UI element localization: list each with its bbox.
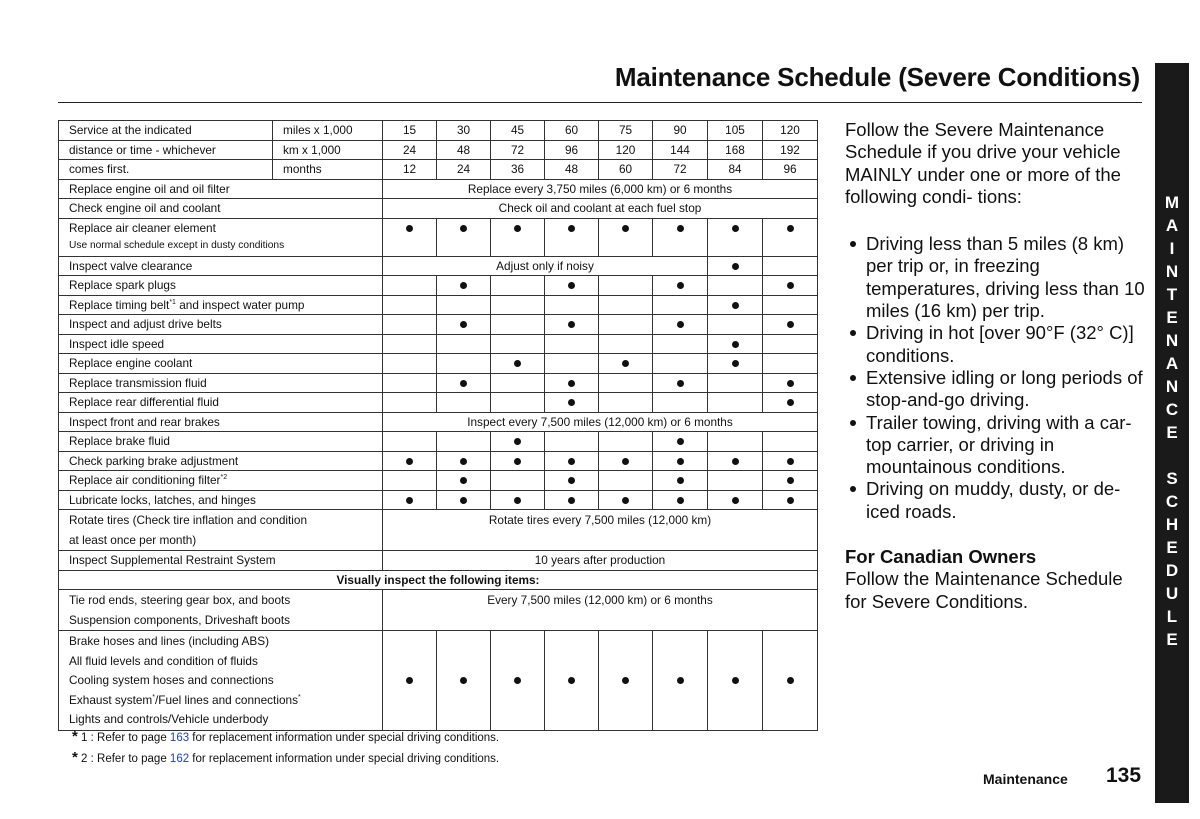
interval-note: Check oil and coolant at each fuel stop (383, 199, 818, 219)
service-dot (568, 477, 575, 484)
service-dot (460, 225, 467, 232)
interval-value: 75 (599, 121, 653, 141)
interval-cell (708, 276, 763, 296)
interval-cell (545, 276, 599, 296)
interval-cell (653, 295, 708, 315)
interval-cell (545, 237, 599, 256)
header-row (59, 121, 818, 141)
interval-cell (491, 631, 545, 731)
service-item: Inspect front and rear brakes (59, 412, 383, 432)
schedule-row (59, 393, 818, 413)
interval-cell (545, 373, 599, 393)
section-heading-row (59, 570, 818, 590)
interval-cell (437, 276, 491, 296)
interval-value: 72 (491, 140, 545, 160)
interval-cell (491, 354, 545, 374)
interval-cell (545, 432, 599, 452)
interval-cell (437, 237, 491, 256)
interval-cell (383, 451, 437, 471)
service-dot (460, 321, 467, 328)
service-dot (787, 477, 794, 484)
interval-cell (708, 373, 763, 393)
interval-cell (653, 631, 708, 731)
unit-label: km x 1,000 (273, 140, 383, 160)
unit-label: miles x 1,000 (273, 121, 383, 141)
interval-cell (763, 432, 818, 452)
service-item: Inspect valve clearance (59, 256, 383, 276)
interval-cell (599, 315, 653, 335)
interval-cell (491, 218, 545, 237)
service-item: Check engine oil and coolant (59, 199, 383, 219)
interval-cell (383, 354, 437, 374)
schedule-row (59, 334, 818, 354)
service-dot (406, 677, 413, 684)
interval-cell (763, 237, 818, 256)
interval-cell (491, 432, 545, 452)
service-dot (622, 360, 629, 367)
interval-cell (653, 471, 708, 491)
interval-value: 105 (708, 121, 763, 141)
service-dot (677, 677, 684, 684)
service-dot (677, 497, 684, 504)
interval-cell (491, 451, 545, 471)
interval-cell (763, 393, 818, 413)
service-item: Replace engine coolant (59, 354, 383, 374)
service-item: Tie rod ends, steering gear box, and boots Suspension components, Driveshaft boots (59, 590, 383, 631)
interval-cell (383, 490, 437, 510)
schedule-row (59, 412, 818, 432)
interval-value: 60 (599, 160, 653, 180)
interval-cell (708, 471, 763, 491)
schedule-row (59, 237, 818, 256)
interval-cell (437, 373, 491, 393)
service-header: distance or time - whichever (59, 140, 273, 160)
service-dot (568, 677, 575, 684)
interval-cell (763, 256, 818, 276)
service-dot (460, 497, 467, 504)
interval-value: 36 (491, 160, 545, 180)
interval-cell (708, 237, 763, 256)
service-dot (622, 497, 629, 504)
interval-cell (653, 237, 708, 256)
service-item: Brake hoses and lines (including ABS) All fluid levels and condition of fluids Cooling system hoses and connections Exhaust system*/Fuel lines and connections* Lights and controls/Vehicle underbody (59, 631, 383, 731)
interval-cell (383, 315, 437, 335)
interval-cell (491, 295, 545, 315)
service-dot (677, 458, 684, 465)
interval-note: Rotate tires every 7,500 miles (12,000 km) (383, 510, 818, 551)
interval-note: Inspect every 7,500 miles (12,000 km) or 6 months (383, 412, 818, 432)
page-title: Maintenance Schedule (Severe Conditions) (614, 62, 1140, 92)
schedule-row (59, 631, 818, 731)
header-row (59, 160, 818, 180)
schedule-row (59, 295, 818, 315)
service-dot (677, 282, 684, 289)
service-dot (514, 360, 521, 367)
interval-cell (599, 354, 653, 374)
service-dot (406, 497, 413, 504)
schedule-row (59, 490, 818, 510)
interval-value: 72 (653, 160, 708, 180)
interval-cell (763, 631, 818, 731)
service-item: Inspect idle speed (59, 334, 383, 354)
service-dot (732, 458, 739, 465)
service-dot (677, 225, 684, 232)
section-tab (1155, 63, 1189, 803)
interval-cell (653, 334, 708, 354)
interval-cell (708, 631, 763, 731)
condition-item: Driving on muddy, dusty, or de-iced roads. (845, 478, 1145, 523)
schedule-row (59, 590, 818, 631)
interval-cell (491, 471, 545, 491)
interval-cell (763, 471, 818, 491)
service-dot (787, 225, 794, 232)
footnote-marker: * (297, 693, 301, 701)
interval-value: 45 (491, 121, 545, 141)
interval-cell (383, 218, 437, 237)
schedule-row (59, 354, 818, 374)
interval-cell (708, 218, 763, 237)
interval-cell (491, 334, 545, 354)
interval-cell (708, 295, 763, 315)
severe-conditions-description (845, 119, 1145, 613)
service-item: Replace spark plugs (59, 276, 383, 296)
interval-cell (491, 276, 545, 296)
schedule-row (59, 218, 818, 237)
interval-value: 24 (437, 160, 491, 180)
interval-cell (437, 451, 491, 471)
footnote-1: * 1 : Refer to page 163 for replacement information under special driving conditions. (72, 728, 500, 745)
maintenance-schedule-table (58, 120, 818, 731)
interval-cell (763, 354, 818, 374)
interval-cell (708, 354, 763, 374)
service-dot (787, 282, 794, 289)
interval-note: Replace every 3,750 miles (6,000 km) or 6 months (383, 179, 818, 199)
interval-value: 15 (383, 121, 437, 141)
interval-cell (545, 315, 599, 335)
interval-cell (763, 373, 818, 393)
interval-cell (383, 432, 437, 452)
interval-cell (545, 334, 599, 354)
service-header: comes first. (59, 160, 273, 180)
interval-value: 120 (763, 121, 818, 141)
service-item: Inspect and adjust drive belts (59, 315, 383, 335)
interval-cell (599, 432, 653, 452)
interval-cell (763, 218, 818, 237)
interval-cell (599, 276, 653, 296)
interval-cell (599, 295, 653, 315)
interval-cell (653, 218, 708, 237)
interval-value: 60 (545, 121, 599, 141)
interval-cell (383, 295, 437, 315)
page-link-162[interactable]: 162 (169, 753, 190, 765)
interval-value: 144 (653, 140, 708, 160)
service-item: Inspect Supplemental Restraint System (59, 551, 383, 571)
service-dot (406, 225, 413, 232)
interval-value: 90 (653, 121, 708, 141)
schedule-row (59, 451, 818, 471)
interval-cell (437, 315, 491, 335)
schedule-row (59, 276, 818, 296)
interval-value: 30 (437, 121, 491, 141)
interval-cell (545, 218, 599, 237)
interval-cell (383, 393, 437, 413)
intro-paragraph: Follow the Severe Maintenance Schedule if you drive your vehicle MAINLY under one or more of the following condi- tions: (845, 119, 1121, 207)
interval-value: 168 (708, 140, 763, 160)
interval-cell (491, 373, 545, 393)
interval-cell (545, 295, 599, 315)
interval-value: 96 (545, 140, 599, 160)
footnote-marker: *2 (220, 474, 228, 482)
service-dot (460, 458, 467, 465)
service-dot (568, 399, 575, 406)
interval-cell (599, 451, 653, 471)
interval-cell (763, 276, 818, 296)
interval-cell (653, 373, 708, 393)
interval-cell (437, 393, 491, 413)
interval-cell (383, 276, 437, 296)
service-dot (514, 677, 521, 684)
service-dot (787, 458, 794, 465)
interval-cell (653, 315, 708, 335)
interval-cell (763, 490, 818, 510)
interval-cell (383, 373, 437, 393)
interval-cell (708, 432, 763, 452)
page-link-163[interactable]: 163 (169, 732, 190, 744)
service-dot (787, 677, 794, 684)
service-dot (677, 438, 684, 445)
service-dot (732, 225, 739, 232)
header-row (59, 140, 818, 160)
interval-cell (708, 256, 763, 276)
interval-cell (653, 490, 708, 510)
service-dot (568, 458, 575, 465)
interval-cell (491, 315, 545, 335)
service-dot (460, 677, 467, 684)
interval-note: Every 7,500 miles (12,000 km) or 6 months (383, 590, 818, 631)
schedule-row (59, 432, 818, 452)
interval-cell (708, 393, 763, 413)
service-dot (677, 477, 684, 484)
service-header: Service at the indicated (59, 121, 273, 141)
interval-cell (653, 451, 708, 471)
schedule-row (59, 551, 818, 571)
interval-cell (599, 471, 653, 491)
interval-cell (437, 490, 491, 510)
service-dot (568, 225, 575, 232)
schedule-row (59, 510, 818, 551)
service-item: Replace brake fluid (59, 432, 383, 452)
interval-cell (763, 334, 818, 354)
interval-cell (545, 471, 599, 491)
service-dot (514, 438, 521, 445)
service-dot (406, 458, 413, 465)
interval-cell (763, 315, 818, 335)
service-dot (732, 497, 739, 504)
schedule-row (59, 471, 818, 491)
interval-cell (763, 451, 818, 471)
interval-value: 24 (383, 140, 437, 160)
service-dot (568, 282, 575, 289)
schedule-row (59, 199, 818, 219)
service-dot (732, 341, 739, 348)
service-dot (677, 380, 684, 387)
title-rule (58, 102, 1142, 103)
service-dot (787, 321, 794, 328)
footnote-marker: *1 (169, 298, 176, 306)
service-item: Replace transmission fluid (59, 373, 383, 393)
service-dot (514, 458, 521, 465)
interval-cell (599, 237, 653, 256)
canada-heading: For Canadian Owners (845, 546, 1037, 568)
interval-cell (708, 315, 763, 335)
interval-cell (599, 334, 653, 354)
interval-cell (599, 631, 653, 731)
interval-cell (599, 393, 653, 413)
service-dot (677, 321, 684, 328)
interval-cell (599, 490, 653, 510)
service-dot (514, 497, 521, 504)
interval-cell (545, 490, 599, 510)
interval-cell (383, 334, 437, 354)
footnote-2: * 2 : Refer to page 162 for replacement information under special driving conditions. (72, 749, 500, 766)
service-dot (460, 282, 467, 289)
service-item: Replace engine oil and oil filter (59, 179, 383, 199)
conditions-list (845, 233, 1145, 523)
service-dot (514, 225, 521, 232)
service-item: Replace rear differential fluid (59, 393, 383, 413)
interval-cell (383, 237, 437, 256)
interval-cell (437, 295, 491, 315)
interval-cell (491, 237, 545, 256)
interval-cell (437, 354, 491, 374)
unit-label: months (273, 160, 383, 180)
footnote-marker: * (152, 693, 155, 701)
page-number: 135 (1106, 764, 1142, 787)
visual-inspection-heading: Visually inspect the following items: (59, 570, 818, 590)
interval-cell (708, 334, 763, 354)
schedule-row (59, 373, 818, 393)
service-dot (568, 321, 575, 328)
interval-cell (383, 471, 437, 491)
schedule-row (59, 256, 818, 276)
interval-cell (437, 631, 491, 731)
service-dot (460, 477, 467, 484)
service-item: Replace air cleaner element (59, 218, 383, 237)
interval-cell (383, 631, 437, 731)
section-tab-label: M A I N T E N A N C E S C H E D U L E (1164, 193, 1180, 649)
service-dot (787, 399, 794, 406)
interval-note: Adjust only if noisy (383, 256, 708, 276)
interval-cell (437, 218, 491, 237)
service-item: Check parking brake adjustment (59, 451, 383, 471)
service-dot (732, 302, 739, 309)
condition-item: Trailer towing, driving with a car-top carrier, or driving in mountainous conditions. (845, 412, 1145, 479)
service-item: Replace timing belt$^{*1}$ and inspect water pump (59, 295, 383, 315)
service-item: Replace air conditioning filter$^{*2}$ (59, 471, 383, 491)
service-item: Lubricate locks, latches, and hinges (59, 490, 383, 510)
service-dot (568, 497, 575, 504)
interval-cell (599, 373, 653, 393)
interval-cell (599, 218, 653, 237)
interval-cell (437, 432, 491, 452)
interval-value: 192 (763, 140, 818, 160)
canada-text: Follow the Maintenance Schedule for Severe Conditions. (845, 568, 1123, 612)
interval-cell (763, 295, 818, 315)
schedule-row (59, 179, 818, 199)
service-item: Rotate tires (Check tire inflation and condition at least once per month) (59, 510, 383, 551)
interval-cell (491, 490, 545, 510)
service-dot (622, 458, 629, 465)
interval-cell (708, 490, 763, 510)
interval-cell (545, 354, 599, 374)
service-dot (732, 677, 739, 684)
interval-cell (545, 631, 599, 731)
condition-item: Extensive idling or long periods of stop-and-go driving. (845, 367, 1145, 412)
interval-cell (653, 276, 708, 296)
service-dot (732, 263, 739, 270)
interval-note: 10 years after production (383, 551, 818, 571)
interval-cell (653, 393, 708, 413)
service-dot (732, 360, 739, 367)
service-dot (787, 380, 794, 387)
service-dot (622, 677, 629, 684)
service-item: Use normal schedule except in dusty conditions (59, 237, 383, 256)
interval-cell (437, 334, 491, 354)
footer-section-name: Maintenance (983, 771, 1068, 787)
interval-cell (491, 393, 545, 413)
interval-value: 84 (708, 160, 763, 180)
interval-cell (437, 471, 491, 491)
service-dot (622, 225, 629, 232)
service-dot (787, 497, 794, 504)
interval-cell (545, 393, 599, 413)
interval-cell (653, 354, 708, 374)
schedule-row (59, 315, 818, 335)
interval-value: 120 (599, 140, 653, 160)
interval-cell (653, 432, 708, 452)
service-dot (568, 380, 575, 387)
interval-value: 96 (763, 160, 818, 180)
condition-item: Driving in hot [over 90°F (32° C)] conditions. (845, 322, 1145, 367)
interval-value: 12 (383, 160, 437, 180)
condition-item: Driving less than 5 miles (8 km) per trip or, in freezing temperatures, driving less than 10 miles (16 km) per trip. (845, 233, 1145, 322)
interval-cell (708, 451, 763, 471)
interval-value: 48 (545, 160, 599, 180)
footnotes (72, 727, 499, 769)
interval-cell (545, 451, 599, 471)
interval-value: 48 (437, 140, 491, 160)
service-dot (460, 380, 467, 387)
